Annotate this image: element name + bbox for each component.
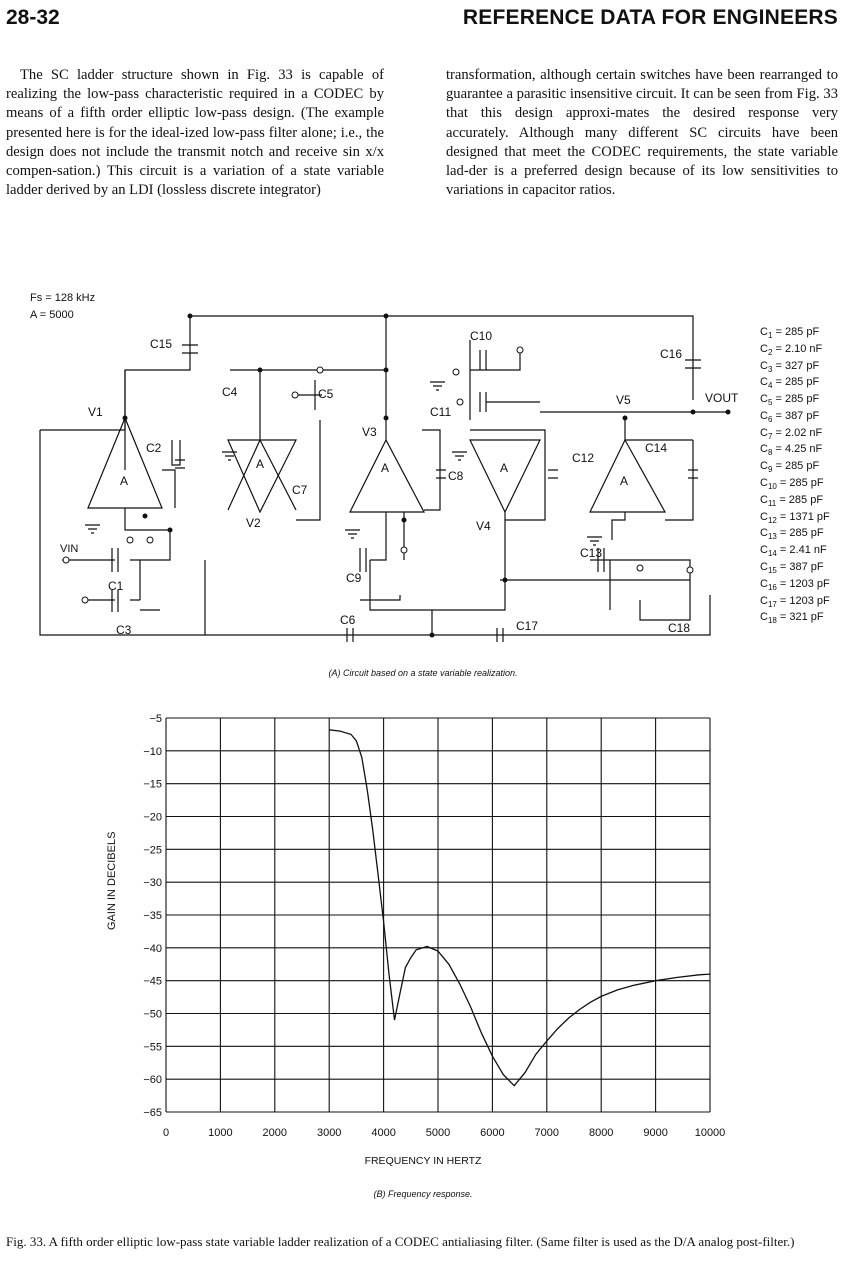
x-tick-label: 3000 — [316, 1127, 342, 1139]
book-title: REFERENCE DATA FOR ENGINEERS — [462, 6, 838, 29]
y-tick-label: −50 — [143, 1008, 162, 1021]
y-tick-label: −10 — [143, 745, 162, 758]
body-text-left: The SC ladder structure shown in Fig. 33 is capable of realizing the low-pass characteristic required in a CODEC by means of a fifth order elliptic low-pass design. (The example presented here is for the ideal-ized low-pass filter alone; i.e., the design does not include the transmit notch and receive sin x/x compen-sation.) This circuit is a variation of a state variable ladder derived by an LDI (lossless discrete integrator) — [6, 67, 384, 199]
cap-value-row: $C_{18} = 321$ pF — [760, 611, 824, 626]
y-tick-label: −5 — [149, 713, 162, 725]
gain-label: A = 5000 — [30, 309, 74, 321]
label-c13: C13 — [580, 546, 603, 560]
label-c1: C1 — [108, 579, 124, 593]
cap-value-row: $C_{10} = 285$ pF — [760, 477, 824, 492]
y-axis-label: GAIN IN DECIBELS — [106, 831, 118, 930]
cap-value-row: $C_{11} = 285$ pF — [760, 493, 824, 508]
label-c4: C4 — [222, 385, 238, 399]
cap-value-row: $C_{17} = 1203$ pF — [760, 594, 830, 609]
y-tick-label: −20 — [143, 811, 162, 824]
x-tick-label: 10000 — [694, 1127, 726, 1139]
y-tick-label: −25 — [143, 844, 162, 857]
page-number: 28-32 — [6, 6, 60, 29]
amp-4-label: A — [500, 461, 509, 475]
label-c7: C7 — [292, 483, 308, 497]
circuit-diagram — [0, 280, 846, 670]
label-c18: C18 — [668, 621, 691, 635]
x-tick-label: 6000 — [480, 1127, 505, 1139]
x-tick-label: 7000 — [534, 1127, 560, 1139]
cap-value-row: $C_{16} = 1203$ pF — [760, 577, 830, 592]
capacitor-value-list — [760, 326, 830, 628]
x-tick-label: 9000 — [643, 1127, 668, 1139]
amp-3-label: A — [381, 461, 390, 475]
x-tick-label: 5000 — [425, 1127, 451, 1139]
label-c12: C12 — [572, 451, 595, 465]
cap-value-row: $C_{13} = 285$ pF — [760, 527, 824, 542]
label-c14: C14 — [645, 441, 668, 455]
label-v5: V5 — [616, 393, 631, 407]
cap-value-row: $C_{12} = 1371$ pF — [760, 510, 830, 525]
cap-value-row: $C_2 = 2.10$ nF — [760, 342, 823, 357]
cap-value-row: $C_9 = 285$ pF — [760, 460, 820, 475]
x-tick-label: 2000 — [262, 1127, 288, 1139]
amp-2-label: A — [256, 457, 265, 471]
body-text-right: transformation, although certain switches have been rearranged to guarantee a parasitic insensitive circuit. It can be seen from Fig. 33 that this design approxi-mates the desired response very accurately. Although many different SC circuits have been designed that meet the CODEC requirements, the state variable lad-der is a preferred design because of its low sensitivities to variations in capacitor ratios. — [446, 67, 838, 199]
label-c11: C11 — [430, 405, 452, 419]
cap-value-row: $C_8 = 4.25$ nF — [760, 443, 823, 458]
y-tick-label: −15 — [143, 778, 162, 791]
label-c3: C3 — [116, 623, 132, 637]
cap-value-row: $C_{15} = 387$ pF — [760, 560, 824, 576]
cap-value-row: $C_4 = 285$ pF — [760, 376, 820, 391]
label-v1: V1 — [88, 405, 103, 419]
figure-caption: Fig. 33. A fifth order elliptic low-pass state variable ladder realization of a CODEC antialiasing filter. (Same filter is used as the D/A analog post-filter.) — [6, 1234, 795, 1249]
label-c6: C6 — [340, 613, 356, 627]
label-c5: C5 — [318, 387, 334, 401]
cap-value-row: $C_7 = 2.02$ nF — [760, 426, 823, 441]
amp-5-label: A — [620, 474, 629, 488]
x-tick-label: 4000 — [371, 1127, 396, 1139]
label-c15: C15 — [150, 337, 173, 351]
label-vout: VOUT — [705, 391, 739, 405]
label-c2: C2 — [146, 441, 162, 455]
y-tick-label: −60 — [143, 1074, 162, 1087]
cap-value-row: $C_6 = 387$ pF — [760, 409, 820, 425]
label-c17: C17 — [516, 619, 539, 633]
y-tick-label: −35 — [143, 910, 162, 922]
cap-value-row: $C_3 = 327$ pF — [760, 359, 820, 374]
y-tick-label: −65 — [143, 1107, 162, 1119]
label-v3: V3 — [362, 425, 377, 439]
label-v4: V4 — [476, 519, 491, 533]
y-tick-label: −40 — [143, 942, 162, 955]
sample-rate-label: Fs = 128 kHz — [30, 292, 96, 304]
y-tick-label: −55 — [143, 1041, 162, 1054]
circuit-caption: (A) Circuit based on a state variable realization. — [328, 668, 518, 678]
cap-value-row: $C_1 = 285$ pF — [760, 326, 820, 341]
label-vin: VIN — [60, 543, 79, 555]
amp-1-label: A — [120, 474, 129, 488]
cap-value-row: $C_5 = 285$ pF — [760, 393, 820, 408]
frequency-response-chart — [0, 700, 846, 1150]
label-c8: C8 — [448, 469, 464, 483]
cap-value-row: $C_{14} = 2.41$ nF — [760, 544, 827, 559]
label-v2: V2 — [246, 516, 261, 530]
label-c16: C16 — [660, 347, 683, 361]
chart-caption: (B) Frequency response. — [373, 1189, 473, 1199]
y-tick-label: −30 — [143, 877, 162, 890]
label-c9: C9 — [346, 571, 362, 585]
label-c10: C10 — [470, 329, 493, 343]
y-tick-label: −45 — [143, 975, 162, 988]
x-tick-label: 0 — [162, 1127, 170, 1139]
x-tick-label: 8000 — [588, 1127, 614, 1139]
x-axis-label: FREQUENCY IN HERTZ — [364, 1155, 482, 1167]
x-tick-label: 1000 — [208, 1127, 233, 1139]
